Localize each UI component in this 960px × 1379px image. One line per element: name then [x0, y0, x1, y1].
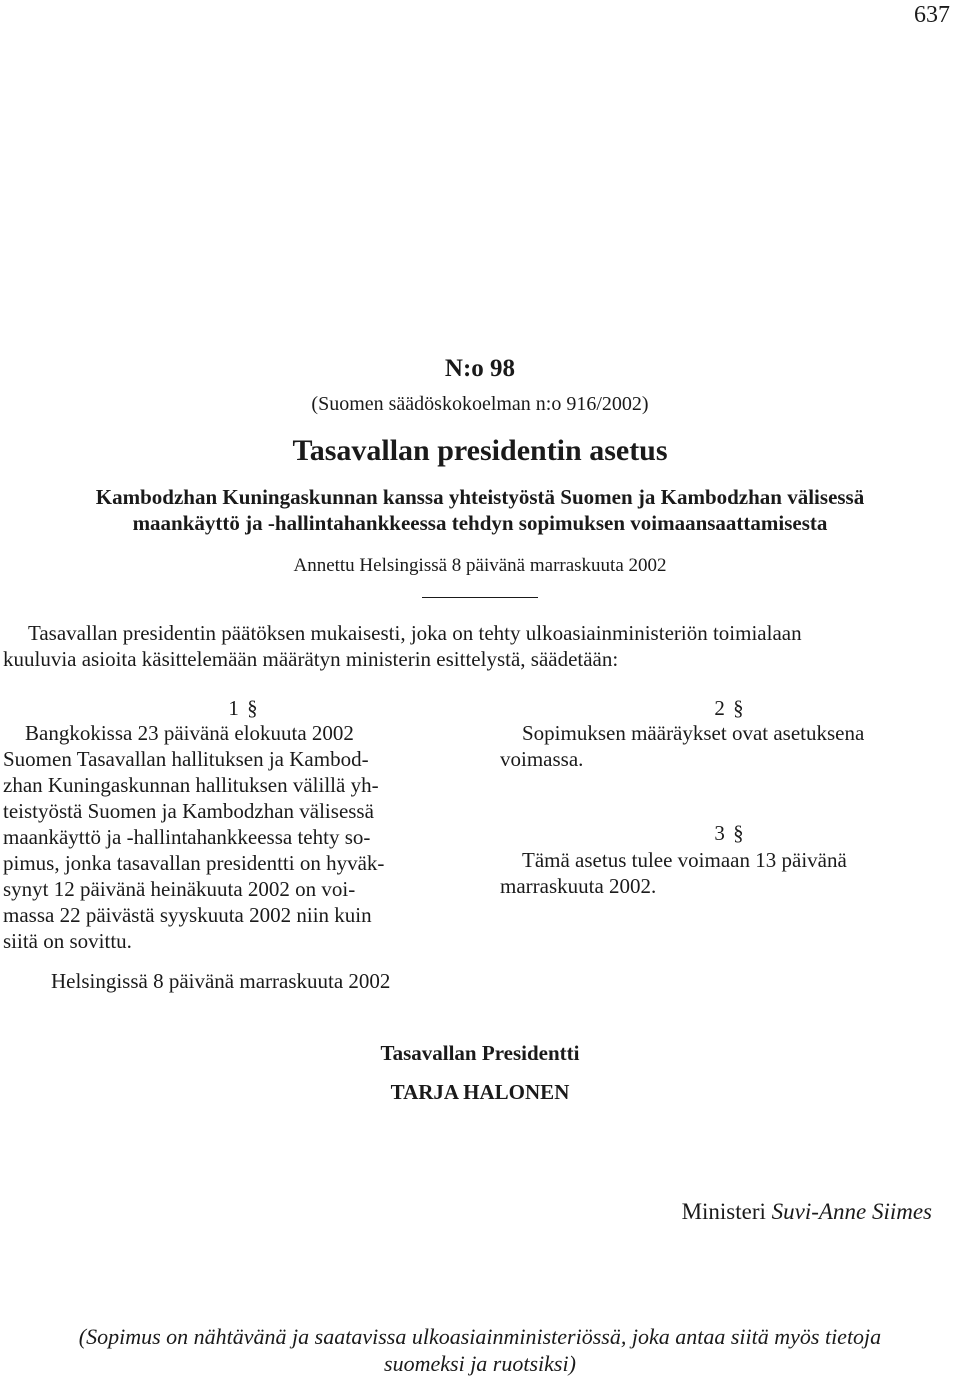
section-line: Bangkokissa 23 päivänä elokuuta 2002: [25, 721, 354, 745]
document-title: Tasavallan presidentin asetus: [292, 434, 668, 467]
section-symbol: §: [733, 821, 744, 845]
section-number: 2: [714, 696, 725, 720]
subtitle-line: maankäyttö ja -hallintahankkeessa tehdyn sopimuksen voimaansaattamisesta: [132, 511, 828, 535]
president-name: TARJA HALONEN: [390, 1080, 570, 1104]
footnote-line: (Sopimus on nähtävänä ja saatavissa ulkoasiainministeriössä, joka antaa siitä myös tietoja: [78, 1324, 882, 1349]
minister-title: Ministeri: [681, 1199, 766, 1224]
section-2-heading: [500, 696, 958, 721]
section-line: Sopimuksen määräykset ovat asetuksena: [522, 721, 865, 745]
section-line: teistyöstä Suomen ja Kambodzhan välisessä: [3, 799, 374, 823]
title-divider: [422, 597, 538, 598]
president-title: Tasavallan Presidentti: [380, 1041, 580, 1065]
subtitle-line: Kambodzhan Kuningaskunnan kanssa yhteistyöstä Suomen ja Kambodzhan välisessä: [95, 485, 865, 509]
minister-name: Suvi-Anne Siimes: [771, 1199, 932, 1224]
footnote-line: suomeksi ja ruotsiksi): [384, 1351, 576, 1376]
section-line: Tämä asetus tulee voimaan 13 päivänä: [522, 848, 847, 872]
section-line: Suomen Tasavallan hallituksen ja Kambod-: [3, 747, 369, 771]
section-line: massa 22 päivästä syyskuuta 2002 niin kuin: [3, 903, 372, 927]
footnote: [0, 1323, 960, 1377]
page-number: 637: [914, 2, 950, 28]
document-subtitle: [0, 484, 960, 536]
section-line: voimassa.: [500, 747, 584, 771]
section-number: 3: [714, 821, 725, 845]
document-number: N:o 98: [444, 355, 516, 382]
section-line: synyt 12 päivänä heinäkuuta 2002 on voi-: [3, 877, 356, 901]
minister-signature: [682, 1199, 932, 1225]
section-line: siitä on sovittu.: [3, 929, 132, 953]
preamble-line: Tasavallan presidentin päätöksen mukaisesti, joka on tehty ulkoasiainministeriön toimialaan: [28, 621, 802, 645]
section-line: marraskuuta 2002.: [500, 874, 657, 898]
section-symbol: §: [247, 696, 258, 720]
section-1-heading: [0, 696, 486, 721]
preamble: [3, 620, 957, 672]
section-1-body: [3, 720, 460, 954]
section-line: maankäyttö ja -hallintahankkeessa tehty so-: [3, 825, 371, 849]
section-symbol: §: [733, 696, 744, 720]
section-3-heading: [500, 821, 958, 846]
preamble-line: kuuluvia asioita käsittelemään määrätyn ministerin esittelystä, säädetään:: [3, 647, 619, 671]
signing-place-date: Helsingissä 8 päivänä marraskuuta 2002: [51, 969, 391, 993]
section-line: zhan Kuningaskunnan hallituksen välillä yh-: [3, 773, 379, 797]
section-3-body: [500, 847, 956, 899]
statute-reference: (Suomen säädöskokoelman n:o 916/2002): [311, 393, 649, 415]
section-number: 1: [228, 696, 239, 720]
section-line: pimus, jonka tasavallan presidentti on hyväk-: [3, 851, 385, 875]
issued-date: Annettu Helsingissä 8 päivänä marraskuuta 2002: [293, 555, 667, 576]
section-2-body: [500, 720, 956, 772]
